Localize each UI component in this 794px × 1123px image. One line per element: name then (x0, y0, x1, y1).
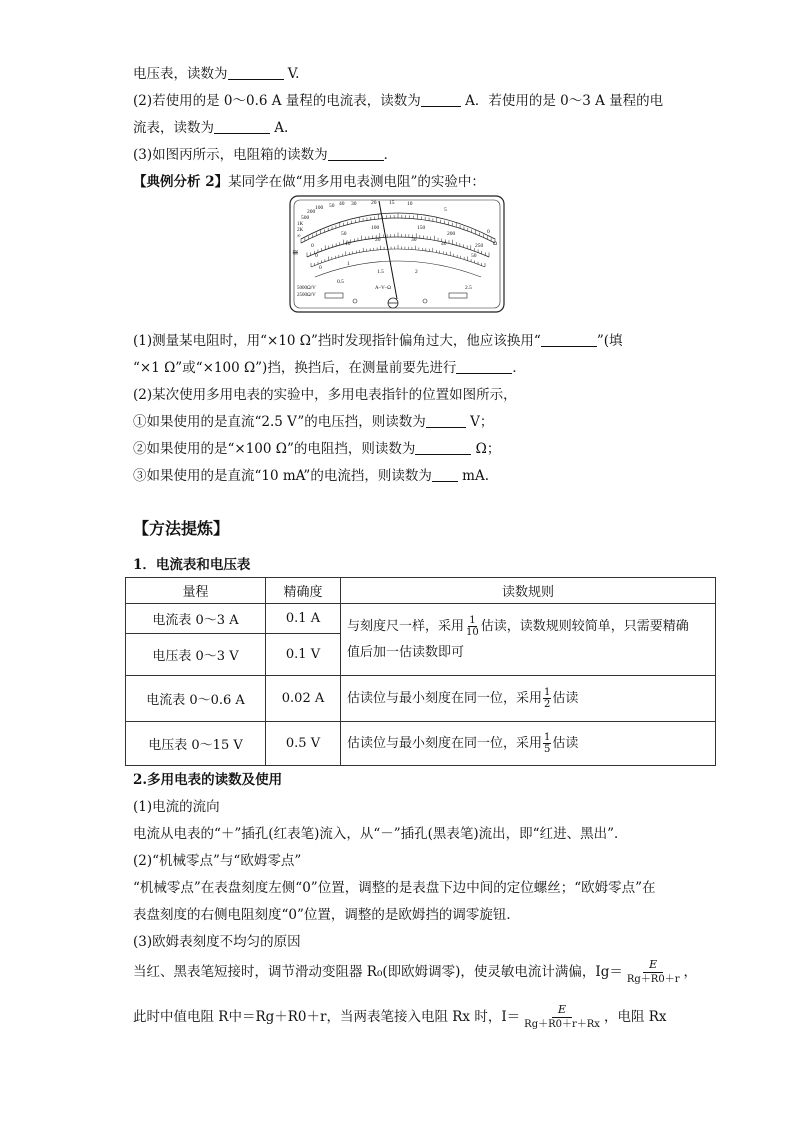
left-label-1k: 1K (297, 222, 304, 227)
section-heading: 1．电流表和电压表 (133, 557, 251, 573)
table-row: 电流表 0～0.6 A 0.02 A 估读位与最小刻度在同一位，采用 $\frac{1}{2}$ 估读 (126, 676, 716, 722)
ohm-tick-200: 200 (307, 209, 316, 215)
ohm-tick-100: 100 (315, 205, 324, 211)
header-range: 量程 (126, 578, 266, 604)
text-line: (1)电流的流向 (133, 799, 220, 815)
ohm-tick-5: 5 (444, 207, 447, 213)
ohm-tick-500: 500 (301, 215, 310, 221)
text-line: 流表，读数为 A. (133, 120, 289, 136)
text-line: 电流从电表的“＋”插孔(红表笔)流入，从“－”插孔(黑表笔)流出，即“红进、黑出”． (133, 826, 628, 842)
svg-text:2: 2 (415, 269, 418, 275)
svg-text:1.5: 1.5 (377, 269, 384, 275)
ohm-tick-30: 30 (351, 201, 357, 207)
svg-text:50: 50 (471, 253, 477, 259)
text-line: “×1 Ω”或“×100 Ω”)挡，换挡后，在测量前要先进行 ． (133, 360, 526, 376)
table-row: 电压表 0～3 V 0.1 V (126, 634, 716, 676)
text-line: 表盘刻度的右侧电阻刻度“0”位置，调整的是欧姆挡的调零旋钮． (133, 907, 520, 923)
answer-blank (541, 332, 597, 347)
ohm-tick-40: 40 (339, 201, 345, 207)
rule-cell: 估读位与最小刻度在同一位，采用 $\frac{1}{5}$ 估读 (341, 722, 716, 766)
svg-text:0: 0 (311, 243, 314, 249)
mode-label: A–V–Ω (375, 286, 391, 291)
svg-text:40: 40 (441, 241, 447, 247)
formula-fraction: $\frac{E}{Rg+R0+r}$ (626, 958, 680, 985)
formula-fraction: $\frac{E}{Rg+R0+r+Rx}$ (524, 1003, 600, 1030)
answer-blank (426, 413, 466, 428)
ohm-tick-10: 10 (407, 201, 413, 207)
answer-blank (415, 440, 471, 455)
text-line: ②如果使用的是“×100 Ω”的电阻挡，则读数为 Ω； (133, 441, 501, 457)
table-header-row (126, 578, 716, 604)
text-line: 电压表，读数为 V. (133, 66, 300, 82)
reading-rules-table (125, 577, 716, 766)
ohm-tick-15: 15 (389, 200, 395, 206)
table-row: 电压表 0～15 V 0.5 V 估读位与最小刻度在同一位，采用 $\frac{1}{5}$ 估读 (126, 722, 716, 766)
rule-cell: 与刻度尺一样，采用 $\frac{1}{10}$ 估读，读数规则较简单，只需要精确 值后加一估读数即可 (341, 604, 716, 676)
multimeter-dial (289, 195, 505, 313)
table-row: 电流表 0～3 A 0.1 A 与刻度尺一样，采用 $\frac{1}{10}$ 估读，读数规则较简单，只需要精确 值后加一估读数即可 (126, 604, 716, 634)
header-rule: 读数规则 (341, 578, 716, 604)
spec-2500: 2500Ω/V (297, 293, 316, 298)
svg-text:150: 150 (417, 225, 426, 231)
spec-5000: 5000Ω/V (297, 286, 316, 291)
section-heading: 2.多用电表的读数及使用 (133, 772, 283, 788)
answer-blank (228, 65, 284, 80)
rule-cell: 估读位与最小刻度在同一位，采用 $\frac{1}{2}$ 估读 (341, 676, 716, 722)
header-precision: 精确度 (266, 578, 341, 604)
ohm-unit: Ω (493, 241, 498, 247)
answer-blank (432, 467, 458, 482)
text-line: (1)测量某电阻时，用“×10 Ω”挡时发现指针偏角过大，他应该换用“ ”(填 (133, 333, 623, 349)
svg-text:10: 10 (345, 241, 351, 247)
ohm-tick-50: 50 (329, 203, 335, 209)
text-line: (2)若使用的是 0～0.6 A 量程的电流表，读数为 A．若使用的是 0～3 A 量程的电 (133, 93, 664, 109)
left-label-inf: ∞ (297, 234, 301, 239)
svg-text:100: 100 (371, 225, 380, 231)
ohm-tick-20: 20 (371, 200, 377, 206)
text-line: (3)欧姆表刻度不均匀的原因 (133, 934, 301, 950)
answer-blank (421, 92, 461, 107)
fraction: $\frac{1}{10}$ (466, 614, 479, 638)
svg-text:1: 1 (347, 261, 350, 267)
fraction: $\frac{1}{5}$ (544, 732, 551, 755)
example-heading: 【典例分析 2】某同学在做“用多用电表测电阻”的实验中： (133, 174, 485, 190)
answer-blank (214, 119, 270, 134)
left-label-2k: 2K (297, 228, 304, 233)
answer-blank (456, 359, 512, 374)
svg-text:0.5: 0.5 (337, 279, 344, 285)
ohm-tick-0: 0 (487, 229, 490, 235)
text-line: (2)某次使用多用电表的实验中，多用电表指针的位置如图所示， (133, 387, 517, 403)
text-line: (3)如图丙所示，电阻箱的读数为 ． (133, 147, 398, 163)
svg-text:200: 200 (447, 231, 456, 237)
text-line: “机械零点”在表盘刻度左侧“0”位置，调整的是表盘下边中间的定位螺丝；“欧姆零点”在 (133, 880, 656, 896)
text-line: ①如果使用的是直流“2.5 V”的电压挡，则读数为 V； (133, 414, 494, 430)
text-line: ③如果使用的是直流“10 mA”的电流挡，则读数为 mA. (133, 468, 489, 484)
svg-text:0: 0 (319, 265, 322, 271)
svg-text:50: 50 (341, 231, 347, 237)
svg-text:30: 30 (411, 237, 417, 243)
svg-text:2.5: 2.5 (465, 285, 472, 291)
side-mark: ≅ (292, 248, 299, 257)
svg-text:20: 20 (375, 237, 381, 243)
svg-text:0: 0 (315, 253, 318, 259)
answer-blank (328, 146, 384, 161)
fraction: $\frac{1}{2}$ (544, 687, 551, 710)
method-heading: 【方法提炼】 (133, 519, 230, 538)
text-line: (2)“机械零点”与“欧姆零点” (133, 853, 302, 869)
formula-line: 此时中值电阻 R中＝Rg＋R0＋r，当两表笔接入电阻 Rx 时，I＝ $\frac{E}{Rg+R0+r+Rx}$ ，电阻 Rx (133, 1003, 667, 1030)
svg-text:250: 250 (475, 243, 484, 249)
formula-line: 当红、黑表笔短接时，调节滑动变阻器 R₀(即欧姆调零)，使灵敏电流计满偏，Ig＝ $\frac{E}{Rg+R0+r}$ ， (133, 958, 697, 985)
